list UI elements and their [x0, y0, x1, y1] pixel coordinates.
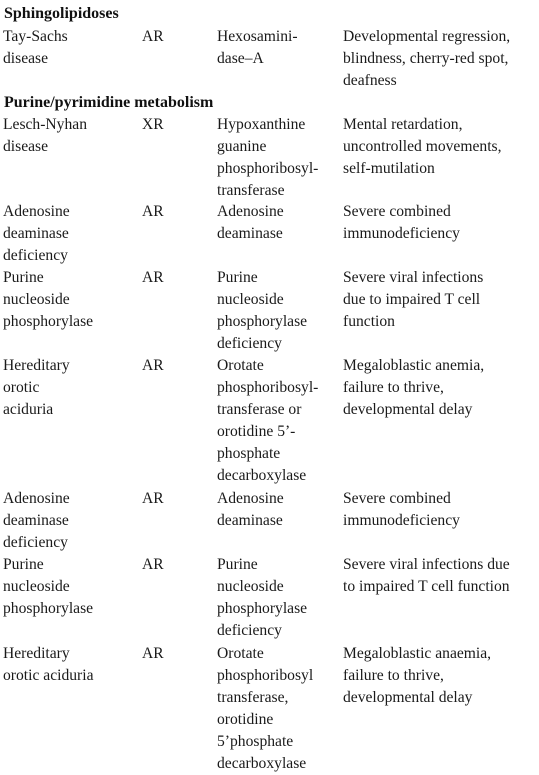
enzyme: Adenosine deaminase [217, 203, 284, 242]
clinical-features: Mental retardation, uncontrolled movements, self-mutilation [343, 116, 502, 177]
disease-name: Purine nucleoside phosphorylase [3, 269, 94, 330]
clinical-features: Severe combined immunodeficiency [343, 203, 460, 242]
clinical-features: Severe viral infections due to impaired T cell function [343, 556, 510, 595]
inheritance: AR [142, 357, 164, 374]
disease-name: Hereditary orotic aciduria [3, 357, 70, 418]
clinical-features: Megaloblastic anaemia, failure to thrive, developmental delay [343, 645, 492, 706]
enzyme: Adenosine deaminase [217, 490, 284, 529]
enzyme: Orotate phosphoribosyl- transferase or orotidine 5’- phosphate decarboxylase [217, 357, 319, 484]
enzyme: Orotate phosphoribosyl transferase, orotidine 5’phosphate decarboxylase [217, 645, 314, 772]
inheritance: XR [142, 116, 164, 133]
clinical-features: Megaloblastic anemia, failure to thrive, developmental delay [343, 357, 485, 418]
disease-name: Lesch-Nyhan disease [3, 116, 87, 155]
inheritance: AR [142, 269, 164, 286]
enzyme: Hexosamini- dase–A [217, 28, 298, 67]
clinical-features: Severe viral infections due to impaired T cell function [343, 269, 484, 330]
clinical-features: Developmental regression, blindness, cherry-red spot, deafness [343, 28, 511, 89]
enzyme: Purine nucleoside phosphorylase deficiency [217, 556, 308, 639]
inheritance: AR [142, 645, 164, 662]
inheritance: AR [142, 28, 164, 45]
disease-name: Hereditary orotic aciduria [3, 645, 94, 684]
inheritance: AR [142, 556, 164, 573]
inheritance: AR [142, 203, 164, 220]
disease-name: Tay-Sachs disease [3, 28, 68, 67]
disease-name: Purine nucleoside phosphorylase [3, 556, 94, 617]
section-heading-sphingolipidoses: Sphingolipidoses [4, 5, 119, 22]
disease-name: Adenosine deaminase deficiency [3, 490, 70, 551]
enzyme: Purine nucleoside phosphorylase deficiency [217, 269, 308, 352]
clinical-features: Severe combined immunodeficiency [343, 490, 460, 529]
disease-name: Adenosine deaminase deficiency [3, 203, 70, 264]
inheritance: AR [142, 490, 164, 507]
section-heading-purine-pyrimidine: Purine/pyrimidine metabolism [4, 94, 214, 111]
enzyme: Hypoxanthine guanine phosphoribosyl- transferase [217, 116, 319, 199]
